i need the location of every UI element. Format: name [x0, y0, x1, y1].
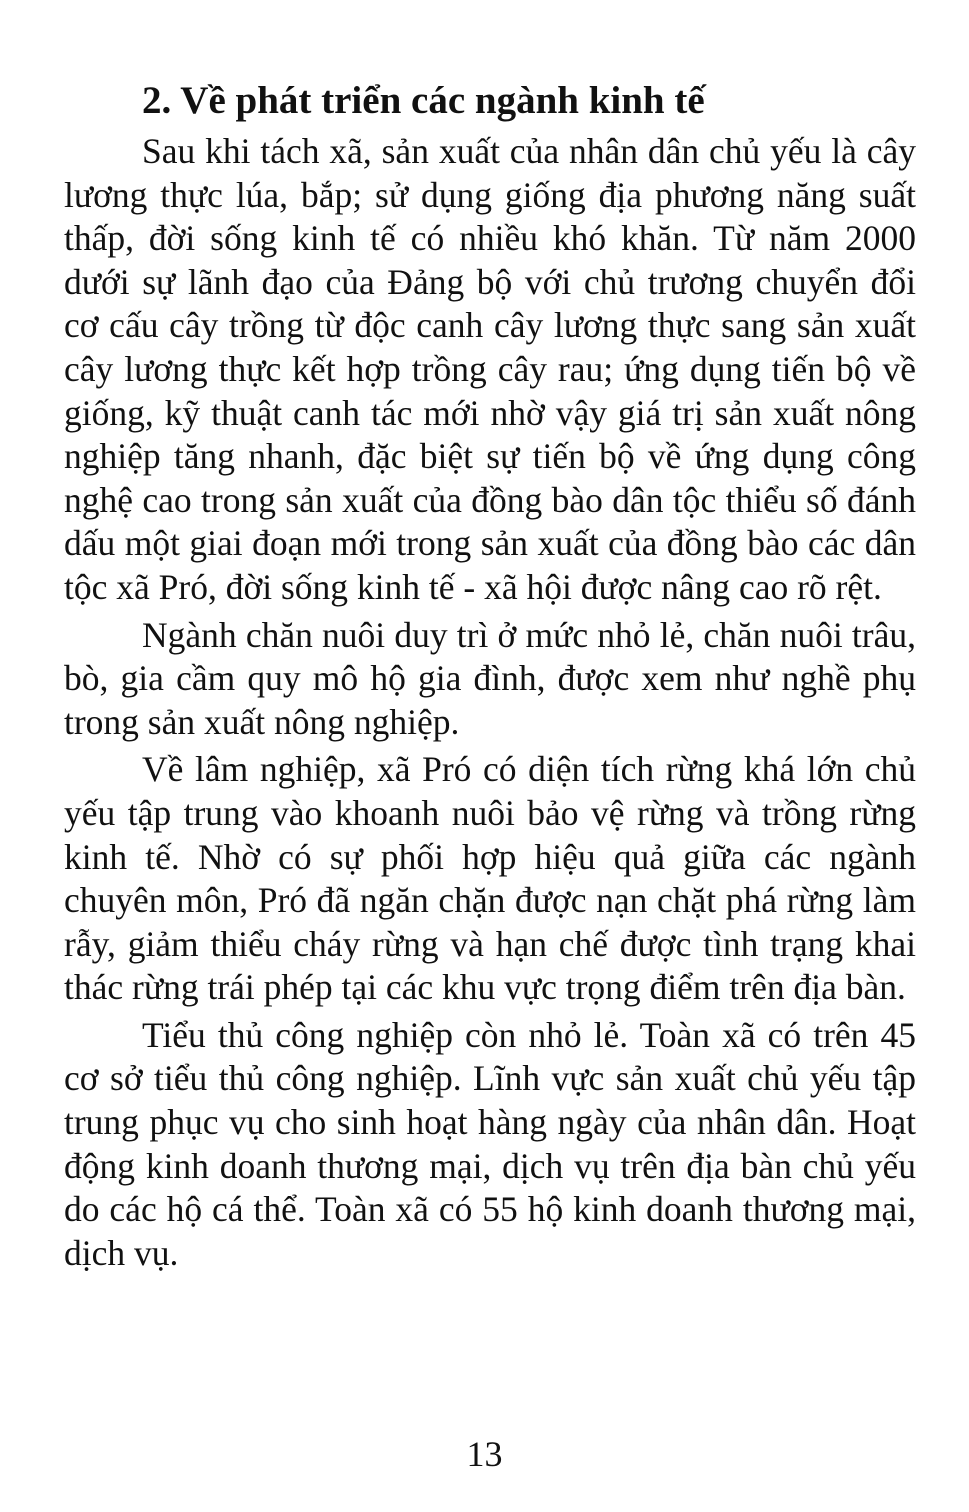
paragraph-crops: Sau khi tách xã, sản xuất của nhân dân chủ yếu là cây lương thực lúa, bắp; sử dụng giống địa phương năng suất thấp, đời sống kinh tế có nhiều khó khăn. Từ năm 2000 dưới sự lãnh đạo của Đảng bộ với chủ trương chuyển đổi cơ cấu cây trồng từ độc canh cây lương thực sang sản xuất cây lương thực kết hợp trồng cây rau; ứng dụng tiến bộ về giống, kỹ thuật canh tác mới nhờ vậy giá trị sản xuất nông nghiệp tăng nhanh, đặc biệt sự tiến bộ về ứng dụng công nghệ cao trong sản xuất của đồng bào dân tộc thiểu số đánh dấu một giai đoạn mới trong sản xuất của đồng bào các dân tộc xã Pró, đời sống kinh tế - xã hội được nâng cao rõ rệt.: [64, 131, 916, 607]
section-heading: 2. Về phát triển các ngành kinh tế: [142, 79, 705, 122]
paragraph-livestock: Ngành chăn nuôi duy trì ở mức nhỏ lẻ, chăn nuôi trâu, bò, gia cầm quy mô hộ gia đình, được xem như nghề phụ trong sản xuất nông nghiệp.: [64, 614, 916, 742]
paragraph-forestry: Về lâm nghiệp, xã Pró có diện tích rừng khá lớn chủ yếu tập trung vào khoanh nuôi bảo vệ rừng và trồng rừng kinh tế. Nhờ có sự phối hợp hiệu quả giữa các ngành chuyên môn, Pró đã ngăn chặn được nạn chặt phá rừng làm rẫy, giảm thiểu cháy rừng và hạn chế được tình trạng khai thác rừng trái phép tại các khu vực trọng điểm trên địa bàn.: [64, 749, 916, 1008]
paragraph-handicraft: Tiểu thủ công nghiệp còn nhỏ lẻ. Toàn xã có trên 45 cơ sở tiểu thủ công nghiệp. Lĩnh vực sản xuất chủ yếu tập trung phục vụ cho sinh hoạt hàng ngày của nhân dân. Hoạt động kinh doanh thương mại, dịch vụ trên địa bàn chủ yếu do các hộ cá thể. Toàn xã có 55 hộ kinh doanh thương mại, dịch vụ.: [64, 1014, 916, 1273]
page-number: 13: [466, 1434, 503, 1474]
section-body: [64, 130, 916, 1279]
